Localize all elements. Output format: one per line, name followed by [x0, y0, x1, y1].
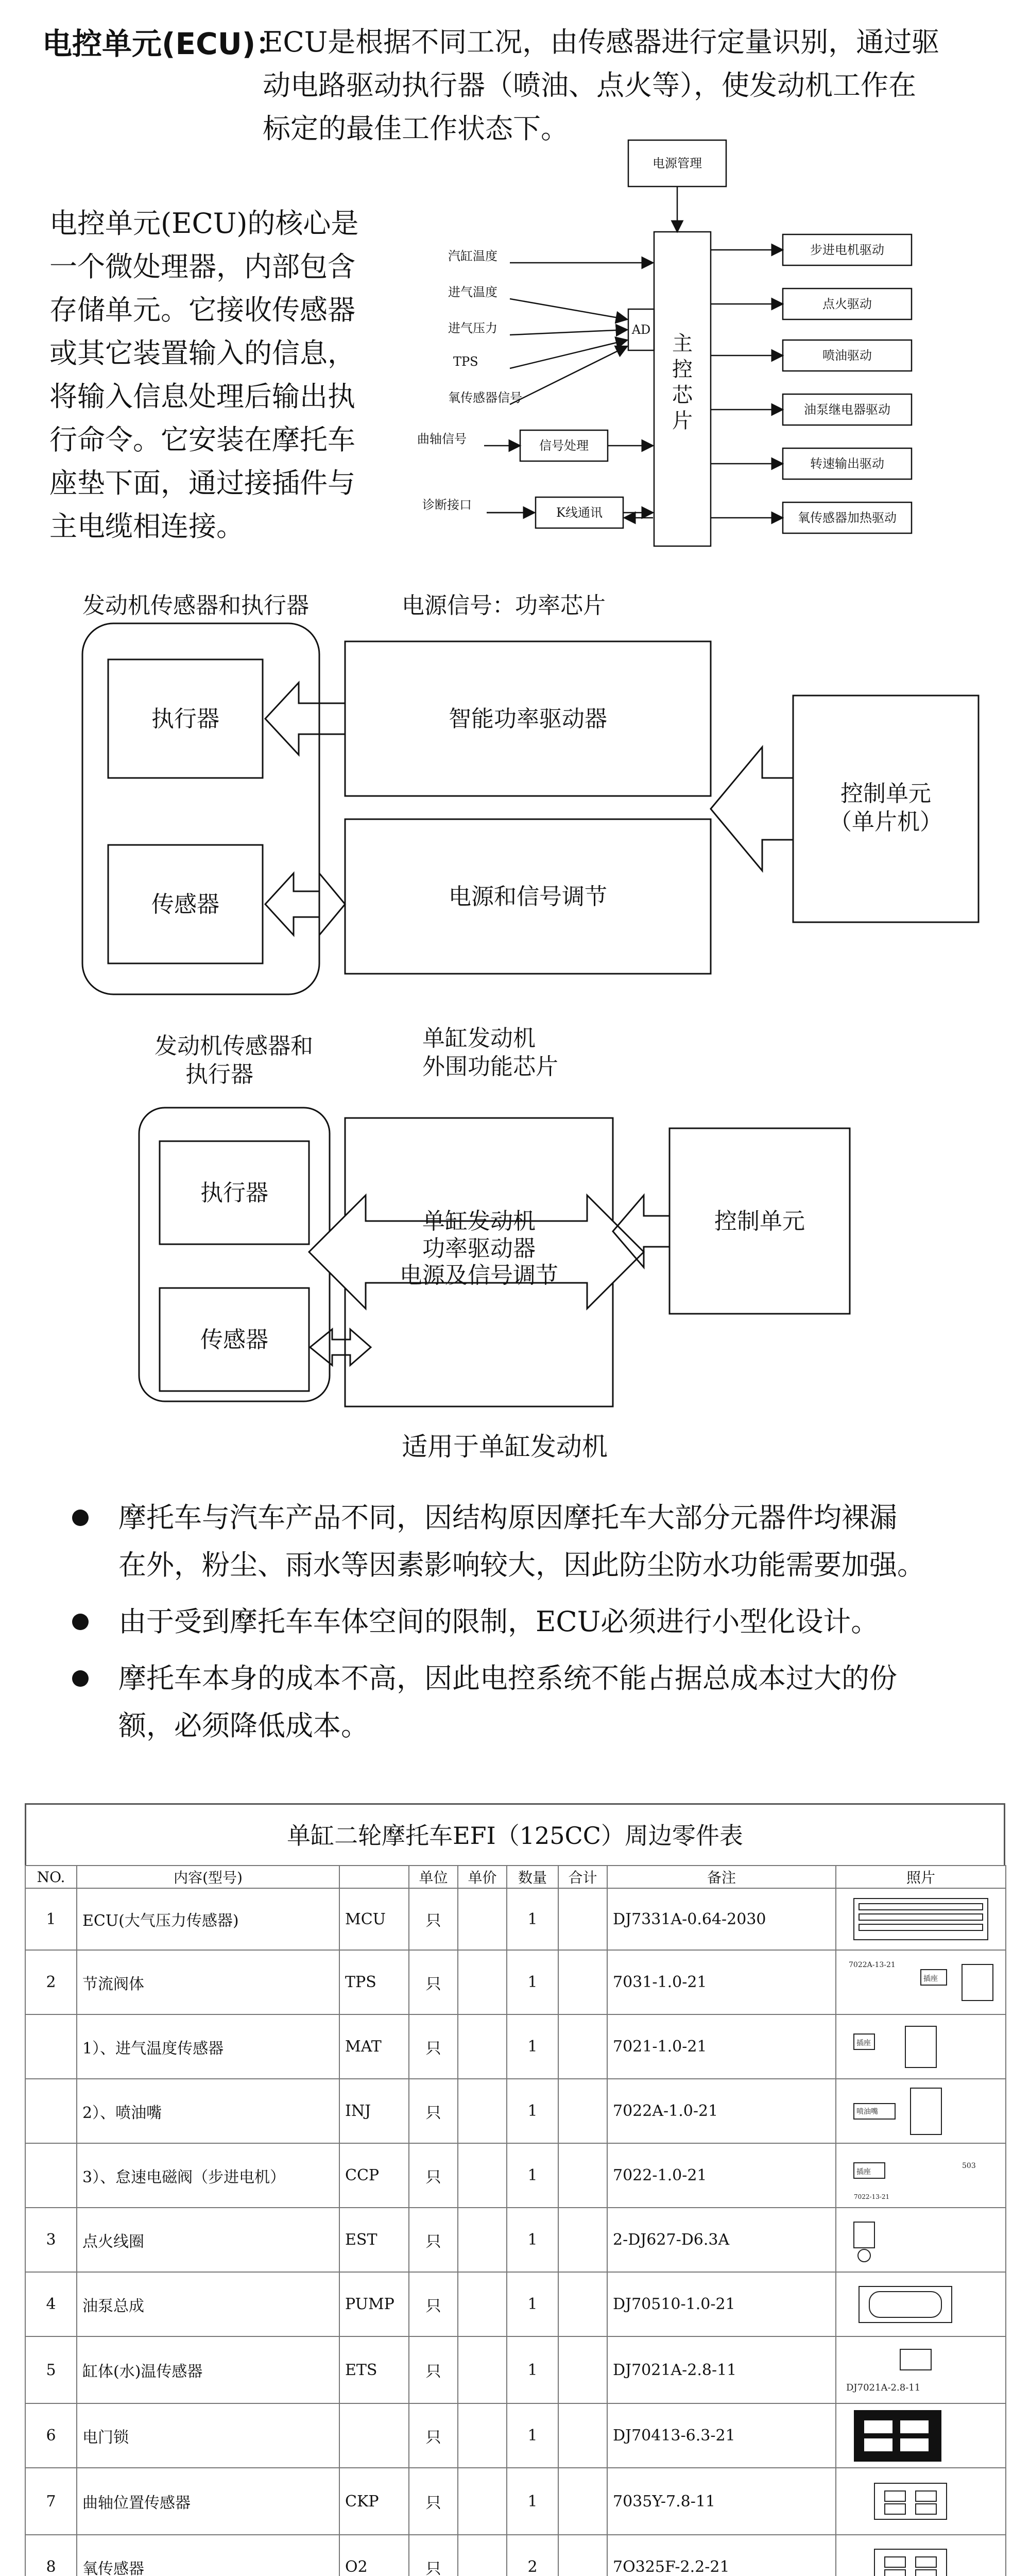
part-name: 曲轴位置传感器: [77, 2468, 339, 2535]
part-total: [558, 1950, 607, 2014]
sensor-label: 传感器: [151, 891, 219, 918]
col-header: 内容(型号): [77, 1866, 339, 1888]
part-qty: 1: [507, 2403, 558, 2468]
core-line: 存储单元。它接收传感器: [49, 294, 355, 326]
group-label: 执行器: [185, 1061, 253, 1088]
intro-line: ECU是根据不同工况，由传感器进行定量识别，通过驱: [263, 26, 940, 58]
unit-price: [458, 2535, 507, 2576]
part-name: ECU(大气压力传感器): [77, 1888, 339, 1950]
part-total: [558, 2336, 607, 2403]
part-total: [558, 2014, 607, 2079]
part-code: ETS: [339, 2336, 409, 2403]
connector-photo: [838, 2210, 1003, 2269]
connector-photo: [838, 1891, 1003, 1947]
part-unit: 只: [409, 2143, 458, 2208]
connector-icon: [844, 2276, 998, 2333]
core-line: 主电缆相连接。: [49, 510, 244, 543]
table-row: [25, 2336, 1006, 2403]
row-number: [25, 2014, 77, 2079]
part-code: MAT: [339, 2014, 409, 2079]
unit-price: [458, 2079, 507, 2143]
photo-label: 插座: [923, 1974, 938, 1983]
core-line: 座垫下面，通过接插件与: [49, 467, 355, 499]
table-row: [25, 2079, 1006, 2143]
table-row: [25, 2535, 1006, 2576]
part-name: 点火线圈: [77, 2208, 339, 2272]
unit-price: [458, 2014, 507, 2079]
input-label: 曲轴信号: [417, 432, 467, 446]
arrow-left-big: [711, 747, 793, 871]
parts-table-section: [25, 1803, 1005, 2576]
ad-label: AD: [631, 323, 651, 337]
unit-price: [458, 2272, 507, 2336]
input-label: 汽缸温度: [448, 249, 497, 263]
part-unit: 只: [409, 2535, 458, 2576]
part-total: [558, 2535, 607, 2576]
bullet-dot-icon: [72, 1670, 89, 1687]
part-photo: [836, 1950, 1006, 2014]
connector-photo: [838, 2275, 1003, 2334]
bullet-list: [67, 1494, 1004, 1759]
kline-label: K线通讯: [556, 505, 603, 520]
bullet-item: [67, 1598, 1004, 1646]
actuator-label: 执行器: [151, 706, 219, 732]
part-unit: 只: [409, 2272, 458, 2336]
row-number: 3: [25, 2208, 77, 2272]
part-photo: [836, 2336, 1006, 2403]
photo-label: 插座: [856, 2039, 871, 2047]
part-model: 7031-1.0-21: [607, 1950, 836, 2014]
part-model: 7021-1.0-21: [607, 2014, 836, 2079]
connector-photo: [838, 2339, 1003, 2401]
col-header: 照片: [836, 1866, 1006, 1888]
connector-photo: [838, 2017, 1003, 2076]
power-cond-label: 电源和信号调节: [449, 884, 607, 910]
connector-icon: [844, 1954, 998, 2011]
part-qty: 1: [507, 1888, 558, 1950]
photo-label: 喷油嘴: [856, 2107, 878, 2116]
part-qty: 1: [507, 2468, 558, 2535]
table-header-row: [25, 1866, 1006, 1888]
sensor-label: 传感器: [200, 1327, 268, 1353]
control-label: 控制单元: [840, 781, 931, 807]
unit-price: [458, 2143, 507, 2208]
center-label: 单缸发动机: [422, 1208, 536, 1234]
part-photo: [836, 1888, 1006, 1950]
part-photo: [836, 2208, 1006, 2272]
connector-icon: [844, 1891, 998, 1947]
part-model: DJ70413-6.3-21: [607, 2403, 836, 2468]
parts-table: [25, 1865, 1006, 2576]
part-name: 油泵总成: [77, 2272, 339, 2336]
part-code: CCP: [339, 2143, 409, 2208]
part-qty: 1: [507, 2272, 558, 2336]
part-unit: 只: [409, 1888, 458, 1950]
table-row: [25, 1950, 1006, 2014]
bullet-line: 摩托车本身的成本不高，因此电控系统不能占据总成本过大的份: [118, 1662, 897, 1694]
intro-line: 动电路驱动执行器（喷油、点火等），使发动机工作在: [263, 69, 916, 101]
unit-price: [458, 2336, 507, 2403]
bullet-line: 额，必须降低成本。: [118, 1709, 369, 1742]
ecu-block-diagram: [402, 134, 1020, 562]
table-title: 单缸二轮摩托车EFI（125CC）周边零件表: [25, 1803, 1005, 1865]
power-chip-diagram: [72, 592, 989, 1005]
input-label: 氧传感器信号: [448, 391, 522, 405]
signal-proc-label: 信号处理: [539, 438, 589, 453]
sensor-actuator-group: [82, 623, 319, 994]
part-unit: 只: [409, 2403, 458, 2468]
part-model: 7O325F-2.2-21: [607, 2535, 836, 2576]
part-model: 7022-1.0-21: [607, 2143, 836, 2208]
part-name: 缸体(水)温传感器: [77, 2336, 339, 2403]
part-name: 电门锁: [77, 2403, 339, 2468]
row-number: 2: [25, 1950, 77, 2014]
bullet-line: 由于受到摩托车车体空间的限制，ECU必须进行小型化设计。: [118, 1605, 879, 1638]
core-line: 电控单元(ECU)的核心是: [49, 207, 359, 240]
bullet-dot-icon: [72, 1510, 89, 1526]
core-line: 将输入信息处理后输出执: [49, 380, 355, 413]
part-model: DJ7021A-2.8-11: [607, 2336, 836, 2403]
core-line: 一个微处理器，内部包含: [49, 250, 355, 283]
connector-icon: [844, 2342, 998, 2398]
ecu-core-paragraph: [49, 202, 389, 548]
table-row: [25, 2403, 1006, 2468]
power-mgmt-label: 电源管理: [653, 156, 702, 171]
bullet-item: [67, 1494, 1004, 1589]
part-total: [558, 2272, 607, 2336]
output-label: 氧传感器加热驱动: [798, 511, 897, 525]
connector-icon: [844, 2539, 998, 2576]
row-number: [25, 2079, 77, 2143]
part-code: TPS: [339, 1950, 409, 2014]
chip-label: 外围功能芯片: [422, 1054, 558, 1080]
diag-port-label: 诊断接口: [422, 498, 472, 512]
col-header: 单位: [409, 1866, 458, 1888]
unit-price: [458, 1950, 507, 2014]
part-code: EST: [339, 2208, 409, 2272]
photo-label: DJ7021A-2.8-11: [846, 2382, 921, 2393]
part-photo: [836, 2272, 1006, 2336]
col-header: 合计: [558, 1866, 607, 1888]
table-row: [25, 2208, 1006, 2272]
part-unit: 只: [409, 2208, 458, 2272]
part-unit: 只: [409, 1950, 458, 2014]
actuator-label: 执行器: [200, 1180, 268, 1206]
chip-label: 主: [672, 332, 693, 355]
connector-photo: [838, 2406, 1003, 2465]
col-header: NO.: [25, 1866, 77, 1888]
table-row: [25, 2468, 1006, 2535]
single-cylinder-diagram: [124, 1025, 927, 1489]
double-arrow: [265, 873, 345, 935]
group-label: 发动机传感器和执行器: [82, 592, 309, 619]
part-code: [339, 2403, 409, 2468]
bullet-dot-icon: [72, 1614, 89, 1630]
output-label: 转速输出驱动: [810, 456, 884, 471]
part-code: PUMP: [339, 2272, 409, 2336]
connector-photo: [838, 2470, 1003, 2532]
part-code: O2: [339, 2535, 409, 2576]
part-code: CKP: [339, 2468, 409, 2535]
part-name: 3）、怠速电磁阀（步进电机）: [77, 2143, 339, 2208]
part-total: [558, 2208, 607, 2272]
part-photo: [836, 2468, 1006, 2535]
bullet-line: 摩托车与汽车产品不同，因结构原因摩托车大部分元器件均裸漏: [118, 1501, 897, 1534]
part-total: [558, 2143, 607, 2208]
part-name: 节流阀体: [77, 1950, 339, 2014]
chip-label: 控: [672, 358, 693, 381]
col-header: 数量: [507, 1866, 558, 1888]
part-photo: [836, 2014, 1006, 2079]
connector-icon: [844, 2473, 998, 2530]
bullet-item: [67, 1655, 1004, 1750]
chip-label: 单缸发动机: [422, 1025, 536, 1052]
power-signal-label: 电源信号：功率芯片: [402, 592, 606, 619]
unit-price: [458, 2468, 507, 2535]
part-unit: 只: [409, 2336, 458, 2403]
group-label: 发动机传感器和: [154, 1033, 313, 1059]
unit-price: [458, 2208, 507, 2272]
row-number: 5: [25, 2336, 77, 2403]
control-label: 控制单元: [714, 1208, 805, 1234]
core-line: 或其它装置输入的信息，: [49, 337, 355, 369]
connector-icon: [844, 2019, 998, 2075]
part-qty: 1: [507, 1950, 558, 2014]
part-model: DJ70510-1.0-21: [607, 2272, 836, 2336]
col-header: [339, 1866, 409, 1888]
part-photo: [836, 2079, 1006, 2143]
part-unit: 只: [409, 2014, 458, 2079]
part-total: [558, 2403, 607, 2468]
chip-label: 片: [672, 409, 693, 433]
connector-icon: [844, 2083, 998, 2140]
col-header: 备注: [607, 1866, 836, 1888]
col-header: 单价: [458, 1866, 507, 1888]
part-photo: [836, 2403, 1006, 2468]
connector-photo: [838, 2146, 1003, 2205]
connector-icon: [844, 2212, 998, 2268]
ecu-heading: 电控单元(ECU)：: [42, 26, 286, 61]
center-label: 功率驱动器: [422, 1235, 536, 1262]
part-name: 1）、进气温度传感器: [77, 2014, 339, 2079]
row-number: 6: [25, 2403, 77, 2468]
output-label: 喷油驱动: [822, 348, 872, 363]
arrow-left: [265, 683, 345, 755]
part-model: 7035Y-7.8-11: [607, 2468, 836, 2535]
part-total: [558, 2079, 607, 2143]
sensor-arrow: [310, 1329, 371, 1365]
chip-label: 芯: [672, 383, 693, 407]
parts-table-body: [25, 1888, 1006, 2576]
connector-photo: [838, 2537, 1003, 2576]
part-qty: 1: [507, 2079, 558, 2143]
row-number: [25, 2143, 77, 2208]
part-code: MCU: [339, 1888, 409, 1950]
connector-icon: [844, 2408, 998, 2464]
part-qty: 1: [507, 2208, 558, 2272]
row-number: 1: [25, 1888, 77, 1950]
ecu-intro-paragraph: [263, 21, 999, 150]
output-label: 点火驱动: [822, 297, 872, 311]
center-label: 电源及信号调节: [400, 1262, 558, 1289]
control-label: （单片机）: [829, 809, 942, 835]
table-row: [25, 2014, 1006, 2079]
part-qty: 1: [507, 2014, 558, 2079]
part-qty: 1: [507, 2336, 558, 2403]
photo-label: 503: [962, 2161, 976, 2170]
bullet-line: 在外，粉尘、雨水等因素影响较大，因此防尘防水功能需要加强。: [118, 1549, 925, 1581]
table-row: [25, 1888, 1006, 1950]
part-total: [558, 2468, 607, 2535]
table-row: [25, 2272, 1006, 2336]
output-label: 油泵继电器驱动: [804, 402, 890, 417]
unit-price: [458, 2403, 507, 2468]
unit-price: [458, 1888, 507, 1950]
part-name: 氧传感器: [77, 2535, 339, 2576]
part-code: INJ: [339, 2079, 409, 2143]
part-qty: 2: [507, 2535, 558, 2576]
row-number: 8: [25, 2535, 77, 2576]
connector-photo: [838, 2081, 1003, 2141]
row-number: 7: [25, 2468, 77, 2535]
diagram-caption: 适用于单缸发动机: [402, 1432, 608, 1462]
part-model: 2-DJ627-D6.3A: [607, 2208, 836, 2272]
part-unit: 只: [409, 2079, 458, 2143]
output-label: 步进电机驱动: [810, 243, 884, 257]
part-model: DJ7331A-0.64-2030: [607, 1888, 836, 1950]
connector-icon: [844, 2147, 998, 2204]
row-number: 4: [25, 2272, 77, 2336]
connector-photo: [838, 1953, 1003, 2012]
table-row: [25, 2143, 1006, 2208]
intro-line: 标定的最佳工作状态下。: [263, 112, 569, 145]
part-unit: 只: [409, 2468, 458, 2535]
part-photo: [836, 2535, 1006, 2576]
part-qty: 1: [507, 2143, 558, 2208]
sensor-actuator-group: [139, 1108, 330, 1401]
part-name: 2）、喷油嘴: [77, 2079, 339, 2143]
core-line: 行命令。它安装在摩托车: [49, 423, 355, 456]
input-label: TPS: [453, 354, 478, 369]
part-total: [558, 1888, 607, 1950]
driver-label: 智能功率驱动器: [449, 706, 607, 732]
part-photo: [836, 2143, 1006, 2208]
photo-label: 7022-13-21: [854, 2193, 890, 2200]
photo-label: 7022A-13-21: [849, 1960, 896, 1969]
input-label: 进气压力: [448, 321, 497, 335]
input-label: 进气温度: [448, 285, 497, 299]
photo-label: 插座: [856, 2167, 871, 2176]
part-model: 7022A-1.0-21: [607, 2079, 836, 2143]
